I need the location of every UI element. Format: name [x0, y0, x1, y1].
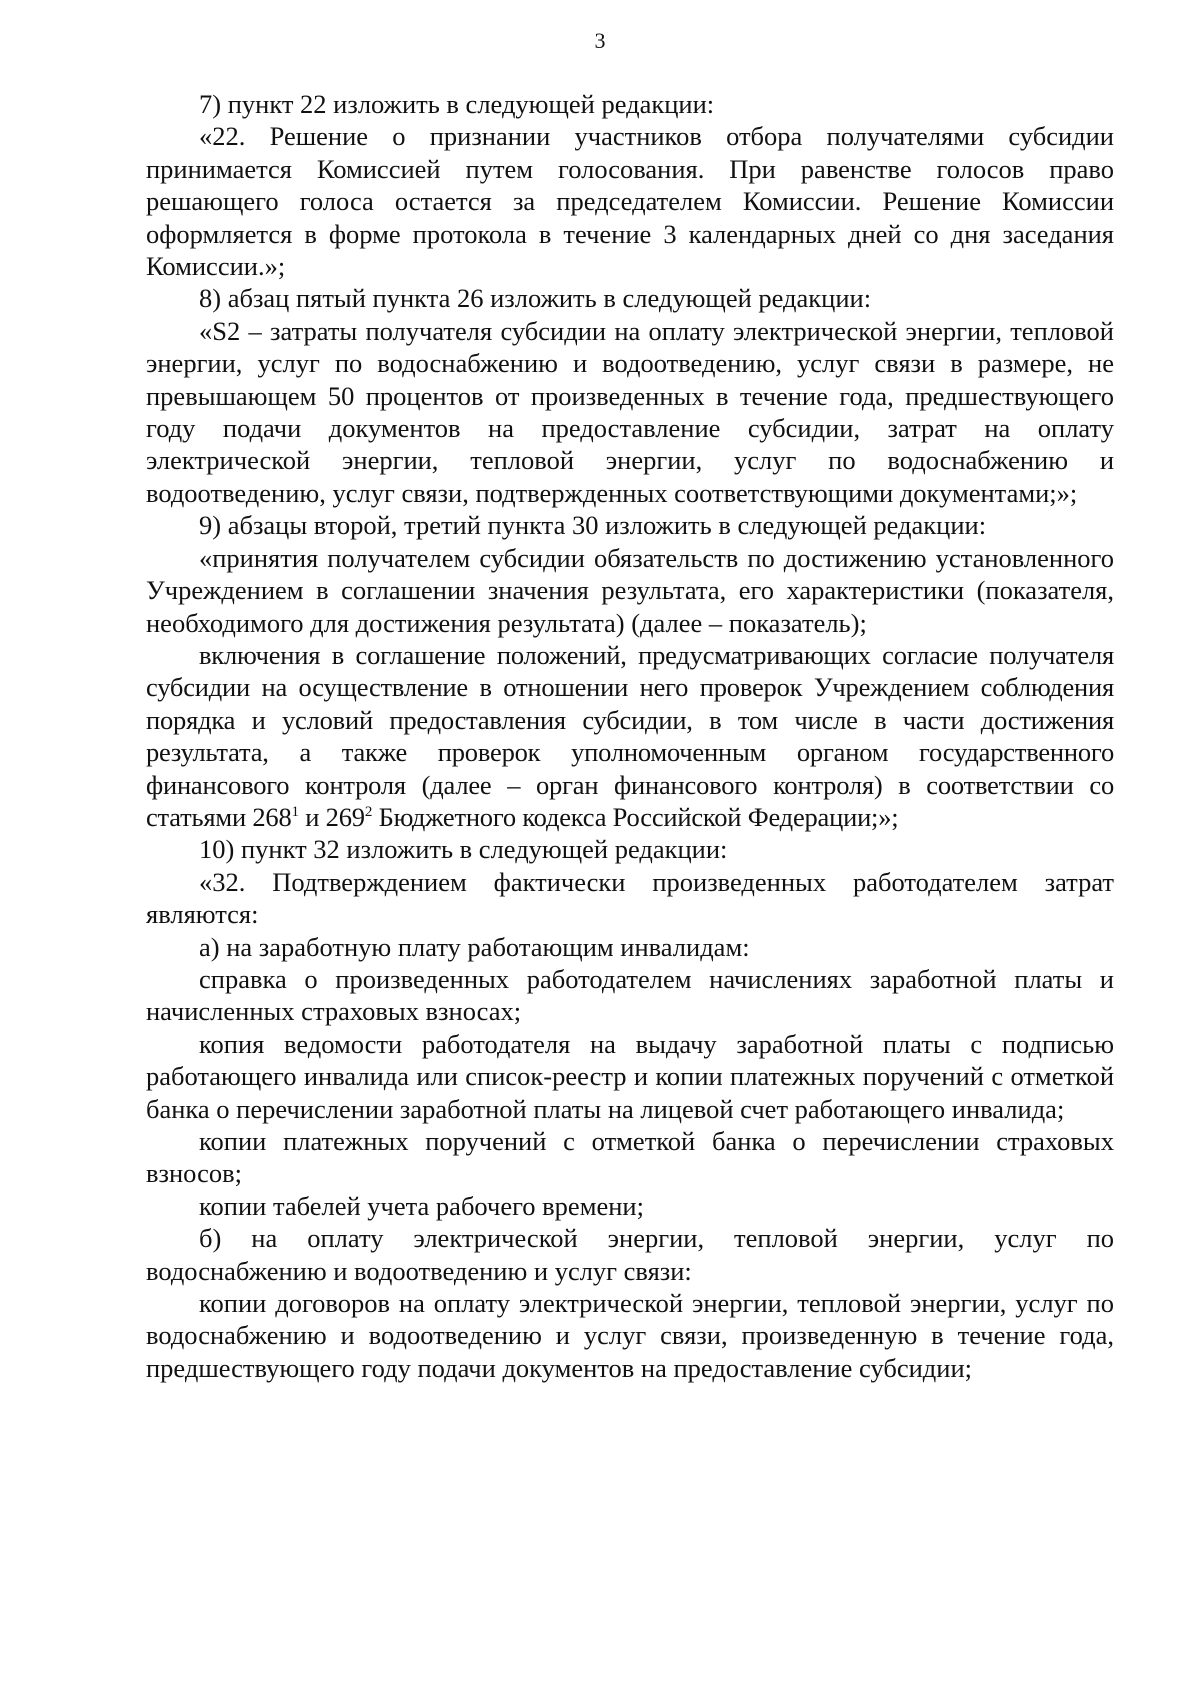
paragraph-inclusion-text: Бюджетного кодекса Российской Федерации;»;: [372, 801, 899, 832]
paragraph-payment-orders: копии платежных поручений с отметкой банка о перечислении страховых взносов;: [146, 1126, 1114, 1189]
document-body: [146, 88, 1114, 1384]
paragraph-item-9: 9) абзацы второй, третий пункта 30 изложить в следующей редакции:: [199, 510, 987, 541]
paragraph-certificate: справка о произведенных работодателем начислениях заработной платы и начисленных страховых взносах;: [146, 963, 1114, 1027]
page-number: 3: [594, 28, 606, 53]
paragraph-subitem-a: а) на заработную плату работающим инвалидам:: [199, 931, 750, 962]
paragraph-payroll-copy: копия ведомости работодателя на выдачу заработной платы с подписью работающего инвалида или список-реестр и копии платежных поручений с отметкой банка о перечислении заработной платы на лицевой счет работающего инвалида;: [146, 1028, 1114, 1124]
paragraph-inclusion: [146, 639, 1114, 833]
paragraph-contract-copies: копии договоров на оплату электрической энергии, тепловой энергии, услуг по водоснабжению и водоотведению и услуг связи, произведенную в течение года, предшествующего году подачи документов на предоставление субсидии;: [146, 1288, 1114, 1383]
paragraph-inclusion-text: включения в соглашение положений, предусматривающих согласие получателя субсидии на осуществление в отношении него проверок Учреждением соблюдения порядка и условий предоставления субсидии, в том числе в части достижения результата, а также проверок уполномоченным органом государственного финансового контроля (далее – орган финансового контроля) в соответствии со статьями 268: [146, 639, 1114, 832]
paragraph-quote-22: «22. Решение о признании участников отбора получателями субсидии принимается Комиссией путем голосования. При равенстве голосов право решающего голоса остается за председателем Комиссии. Решение Комиссии оформляется в форме протокола в течение 3 календарных дней со дня заседания Комиссии.»;: [146, 121, 1114, 282]
footnote-marker: 1: [291, 804, 299, 821]
paragraph-inclusion-text: и 269: [298, 801, 365, 832]
paragraph-subitem-b: б) на оплату электрической энергии, тепловой энергии, услуг по водоснабжению и водоотведению и услуг связи:: [146, 1223, 1114, 1286]
footnote-marker: 2: [364, 804, 373, 821]
paragraph-item-7: 7) пункт 22 изложить в следующей редакции:: [199, 89, 715, 119]
paragraph-item-10: 10) пункт 32 изложить в следующей редакции:: [199, 834, 728, 865]
paragraph-quote-acceptance: «принятия получателем субсидии обязательств по достижению установленного Учреждением в соглашении значения результата, его характеристики (показателя, необходимого для достижения результата) (далее – показатель);: [146, 542, 1114, 638]
paragraph-quote-s2: «S2 – затраты получателя субсидии на оплату электрической энергии, тепловой энергии, услуг по водоснабжению и водоотведению, услуг связи в размере, не превышающем 50 процентов от произведенных в течение года, предшествующего году подачи документов на предоставление субсидии, затрат на оплату электрической энергии, тепловой энергии, услуг по водоснабжению и водоотведению, услуг связи, подтвержденных соответствующими документами;»;: [146, 315, 1114, 508]
paragraph-timesheets: копии табелей учета рабочего времени;: [199, 1190, 644, 1221]
paragraph-quote-32: «32. Подтверждением фактически произведенных работодателем затрат являются:: [146, 866, 1114, 930]
paragraph-item-8: 8) абзац пятый пункта 26 изложить в следующей редакции:: [199, 283, 872, 314]
